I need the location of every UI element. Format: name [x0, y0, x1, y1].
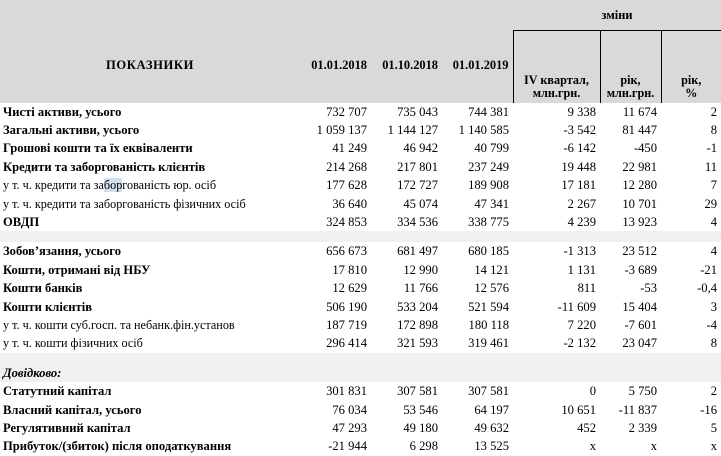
section-spacer-cell [0, 231, 721, 242]
header-row-main [0, 31, 721, 103]
value-change-year-pct: 8 [661, 121, 721, 139]
table-row [0, 242, 721, 260]
value-date-3: 521 594 [442, 298, 513, 316]
value-date-2: 49 180 [371, 419, 442, 437]
value-change-year-abs: 81 447 [600, 121, 661, 139]
value-change-year-pct: 4 [661, 242, 721, 260]
value-date-1: 656 673 [300, 242, 371, 260]
value-date-2: 1 144 127 [371, 121, 442, 139]
change-year-abs-line2: млн.грн. [601, 87, 661, 100]
value-change-year-abs: x [600, 437, 661, 455]
value-change-year-abs: -3 689 [600, 261, 661, 279]
value-change-year-pct: 4 [661, 213, 721, 231]
column-header-change-year-pct [661, 31, 721, 103]
value-change-year-pct: 3 [661, 298, 721, 316]
row-label: Кошти, отримані від НБУ [0, 261, 300, 279]
value-date-2: 172 727 [371, 176, 442, 194]
value-date-1: 732 707 [300, 103, 371, 121]
value-change-year-pct: -16 [661, 401, 721, 419]
value-change-year-pct: 5 [661, 419, 721, 437]
value-change-year-abs: 15 404 [600, 298, 661, 316]
value-date-1: 76 034 [300, 401, 371, 419]
section-note-row [0, 364, 721, 382]
value-date-1: 506 190 [300, 298, 371, 316]
value-date-3: 13 525 [442, 437, 513, 455]
value-date-3: 680 185 [442, 242, 513, 260]
value-date-3: 180 118 [442, 316, 513, 334]
table-header [0, 0, 721, 103]
value-change-year-abs: 5 750 [600, 382, 661, 400]
value-change-quarter: -11 609 [513, 298, 600, 316]
value-change-quarter: -2 132 [513, 334, 600, 352]
value-date-1: -21 944 [300, 437, 371, 455]
row-label: Власний капітал, усього [0, 401, 300, 419]
value-date-1: 301 831 [300, 382, 371, 400]
row-label: Грошові кошти та їх еквіваленти [0, 139, 300, 157]
value-change-quarter: -1 313 [513, 242, 600, 260]
table-row [0, 279, 721, 297]
value-date-3: 12 576 [442, 279, 513, 297]
value-date-3: 744 381 [442, 103, 513, 121]
change-year-abs-line1: рік, [620, 73, 640, 87]
value-date-2: 533 204 [371, 298, 442, 316]
value-date-1: 177 628 [300, 176, 371, 194]
value-change-year-pct: -21 [661, 261, 721, 279]
value-date-2: 53 546 [371, 401, 442, 419]
section-spacer [0, 231, 721, 242]
value-date-3: 338 775 [442, 213, 513, 231]
value-date-1: 187 719 [300, 316, 371, 334]
value-date-1: 1 059 137 [300, 121, 371, 139]
value-date-1: 41 249 [300, 139, 371, 157]
value-change-year-pct: -1 [661, 139, 721, 157]
row-label: Статутний капітал [0, 382, 300, 400]
change-quarter-line1: IV квартал, [524, 73, 589, 87]
table-row [0, 213, 721, 231]
row-label: у т. ч. кошти суб.госп. та небанк.фін.установ [0, 316, 300, 334]
table-row [0, 382, 721, 400]
value-change-quarter: 811 [513, 279, 600, 297]
value-date-1: 324 853 [300, 213, 371, 231]
column-header-indicators: ПОКАЗНИКИ [0, 31, 300, 103]
table-row [0, 437, 721, 455]
table-row [0, 103, 721, 121]
table-row [0, 334, 721, 352]
row-label: Кошти клієнтів [0, 298, 300, 316]
value-date-3: 189 908 [442, 176, 513, 194]
table-row [0, 195, 721, 213]
value-change-year-pct: -4 [661, 316, 721, 334]
value-change-quarter: 17 181 [513, 176, 600, 194]
header-spacer-date-3 [442, 0, 513, 31]
value-date-3: 237 249 [442, 158, 513, 176]
value-change-quarter: 10 651 [513, 401, 600, 419]
row-label: у т. ч. кошти фізичних осіб [0, 334, 300, 352]
value-change-quarter: -6 142 [513, 139, 600, 157]
value-date-1: 296 414 [300, 334, 371, 352]
value-change-quarter: -3 542 [513, 121, 600, 139]
value-date-2: 46 942 [371, 139, 442, 157]
value-date-2: 307 581 [371, 382, 442, 400]
change-quarter-line2: млн.грн. [514, 87, 600, 100]
value-date-2: 172 898 [371, 316, 442, 334]
value-change-quarter: 2 267 [513, 195, 600, 213]
value-date-3: 14 121 [442, 261, 513, 279]
column-header-date-2: 01.10.2018 [371, 31, 442, 103]
value-change-year-abs: 13 923 [600, 213, 661, 231]
value-change-quarter: x [513, 437, 600, 455]
row-label: у т. ч. кредити та заборгованість фізичних осіб [0, 195, 300, 213]
value-date-2: 217 801 [371, 158, 442, 176]
header-spacer-date-2 [371, 0, 442, 31]
value-change-year-abs: 11 674 [600, 103, 661, 121]
value-change-year-abs: 22 981 [600, 158, 661, 176]
row-label: ОВДП [0, 213, 300, 231]
table-row [0, 419, 721, 437]
value-change-quarter: 1 131 [513, 261, 600, 279]
row-label: Чисті активи, усього [0, 103, 300, 121]
value-date-2: 6 298 [371, 437, 442, 455]
value-change-quarter: 4 239 [513, 213, 600, 231]
column-header-date-1: 01.01.2018 [300, 31, 371, 103]
value-date-2: 11 766 [371, 279, 442, 297]
value-date-3: 319 461 [442, 334, 513, 352]
row-label: Регулятивний капітал [0, 419, 300, 437]
value-change-year-abs: -7 601 [600, 316, 661, 334]
value-change-quarter: 452 [513, 419, 600, 437]
row-label: Зобов’язання, усього [0, 242, 300, 260]
table-row [0, 298, 721, 316]
value-change-year-pct: x [661, 437, 721, 455]
header-spacer-label [0, 0, 300, 31]
value-change-year-abs: 10 701 [600, 195, 661, 213]
value-change-year-abs: 12 280 [600, 176, 661, 194]
value-change-year-abs: -11 837 [600, 401, 661, 419]
value-date-2: 735 043 [371, 103, 442, 121]
table-row [0, 261, 721, 279]
value-date-1: 36 640 [300, 195, 371, 213]
text-selection-highlight: бор [104, 178, 122, 192]
value-change-quarter: 19 448 [513, 158, 600, 176]
value-change-year-pct: 29 [661, 195, 721, 213]
row-label: Прибуток/(збиток) після оподаткування [0, 437, 300, 455]
table-row [0, 121, 721, 139]
value-date-3: 1 140 585 [442, 121, 513, 139]
value-date-2: 681 497 [371, 242, 442, 260]
value-date-3: 307 581 [442, 382, 513, 400]
value-date-1: 17 810 [300, 261, 371, 279]
row-label: у т. ч. кредити та заборгованість юр. осіб [0, 176, 300, 194]
row-label: Кредити та заборгованість клієнтів [0, 158, 300, 176]
change-year-pct-line1: рік, [681, 73, 701, 87]
value-date-1: 12 629 [300, 279, 371, 297]
value-change-year-abs: -450 [600, 139, 661, 157]
value-date-1: 214 268 [300, 158, 371, 176]
row-label: Загальні активи, усього [0, 121, 300, 139]
value-change-quarter: 0 [513, 382, 600, 400]
section-spacer [0, 353, 721, 364]
column-header-date-3: 01.01.2019 [442, 31, 513, 103]
value-change-quarter: 7 220 [513, 316, 600, 334]
value-change-quarter: 9 338 [513, 103, 600, 121]
value-date-3: 40 799 [442, 139, 513, 157]
table-row [0, 316, 721, 334]
value-change-year-abs: 23 512 [600, 242, 661, 260]
value-change-year-pct: 11 [661, 158, 721, 176]
value-change-year-pct: 8 [661, 334, 721, 352]
table-body [0, 103, 721, 456]
value-change-year-pct: 7 [661, 176, 721, 194]
table-row [0, 158, 721, 176]
row-label: Кошти банків [0, 279, 300, 297]
value-date-3: 64 197 [442, 401, 513, 419]
table-row [0, 401, 721, 419]
value-date-3: 49 632 [442, 419, 513, 437]
value-change-year-abs: 2 339 [600, 419, 661, 437]
section-spacer-cell [0, 353, 721, 364]
table-row [0, 176, 721, 194]
header-spacer-date-1 [300, 0, 371, 31]
header-row-group [0, 0, 721, 31]
value-change-year-pct: 2 [661, 103, 721, 121]
value-date-2: 12 990 [371, 261, 442, 279]
value-change-year-pct: -0,4 [661, 279, 721, 297]
value-date-2: 45 074 [371, 195, 442, 213]
changes-group-header: зміни [513, 0, 721, 31]
change-year-pct-line2: % [662, 87, 721, 100]
value-date-3: 47 341 [442, 195, 513, 213]
column-header-change-year-abs [600, 31, 661, 103]
value-change-year-pct: 2 [661, 382, 721, 400]
value-change-year-abs: 23 047 [600, 334, 661, 352]
value-date-2: 334 536 [371, 213, 442, 231]
column-header-change-quarter [513, 31, 600, 103]
section-note-label: Довідково: [0, 364, 721, 382]
value-date-2: 321 593 [371, 334, 442, 352]
value-change-year-abs: -53 [600, 279, 661, 297]
value-date-1: 47 293 [300, 419, 371, 437]
table-row [0, 139, 721, 157]
